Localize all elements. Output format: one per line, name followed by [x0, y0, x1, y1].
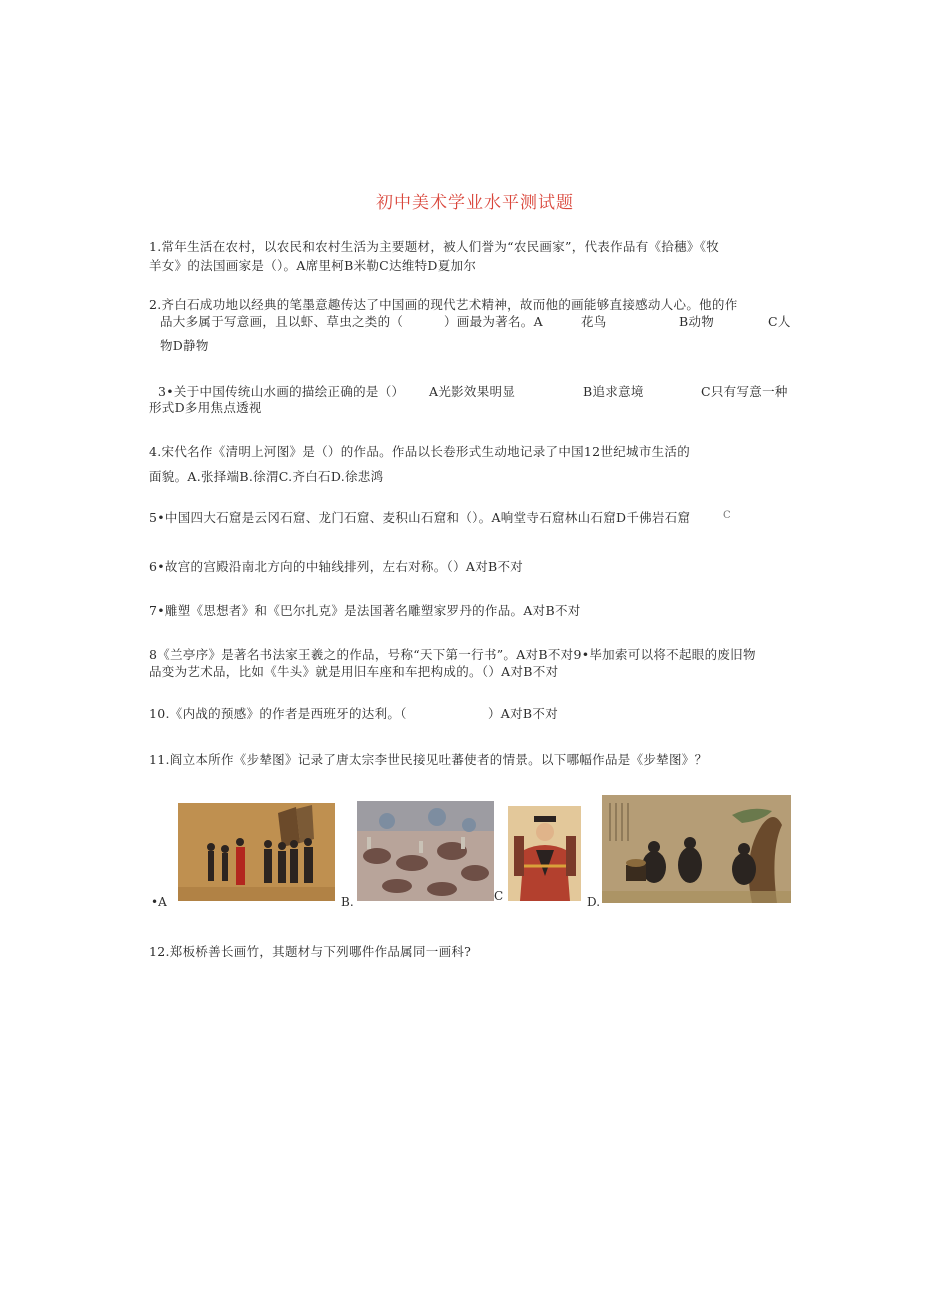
emperor-portrait-image: [508, 806, 581, 901]
q11-option-d-label: D.: [587, 895, 601, 909]
page-title: 初中美术学业水平测试题: [376, 193, 574, 213]
q10-line1b: ）A对B不对: [488, 706, 559, 721]
q11-option-a-label: •A: [151, 895, 167, 909]
q3-line1d: C只有写意一种: [701, 384, 788, 399]
q8-line1: 8《兰亭序》是著名书法家王羲之的作品，号称“天下第一行书”。A对B不对9•毕加索可以将不起眼的废旧物: [149, 647, 756, 662]
mural-image: [357, 801, 494, 901]
q2-line2c: 花鸟: [581, 314, 607, 329]
q2-line1: 2.齐白石成功地以经典的笔墨意趣传达了中国画的现代艺术精神，故而他的画能够直接感动人心。他的作: [149, 297, 738, 312]
q11-option-b-label: B.: [341, 895, 354, 909]
q11-option-b-painting[interactable]: [357, 801, 494, 901]
q1-line2: 羊女》的法国画家是（）。A席里柯B米勒C达维特D夏加尔: [149, 258, 477, 273]
question-6: 6•故宫的宫殿沿南北方向的中轴线排列，左右对称。（）A对B不对: [149, 559, 524, 574]
q2-line3: 物D静物: [160, 338, 209, 353]
q3-line1b: A光影效果明显: [429, 384, 516, 399]
court-painting-image: [178, 803, 335, 901]
q8-line2: 品变为艺术品，比如《牛头》就是用旧车座和车把构成的。（）A对B不对: [149, 664, 559, 679]
q11-option-c-label: C: [494, 889, 504, 903]
question-7: 7•雕塑《思想者》和《巴尔扎克》是法国著名雕塑家罗丹的作品。A对B不对: [149, 603, 581, 618]
q11-option-a-painting[interactable]: [178, 803, 335, 901]
question-12: 12.郑板桥善长画竹，其题材与下列哪件作品属同一画科?: [149, 944, 472, 959]
q5-overlay: C: [723, 510, 731, 521]
q2-line2e: C人: [768, 314, 791, 329]
q3-line1a: 3•关于中国传统山水画的描绘正确的是（）: [158, 384, 405, 399]
q10-line1a: 10.《内战的预感》的作者是西班牙的达利。（: [149, 706, 407, 721]
q4-line1: 4.宋代名作《清明上河图》是（）的作品。作品以长卷形式生动地记录了中国12世纪城市生活的: [149, 444, 691, 459]
q2-line2b: ）画最为著名。A: [444, 314, 543, 329]
q11-option-c-painting[interactable]: [508, 806, 581, 901]
q2-line2a: 品大多属于写意画，且以虾、草虫之类的（: [160, 314, 404, 329]
q1-line1: 1.常年生活在农村，以农民和农村生活为主要题材，被人们誉为“农民画家”，代表作品有《拾穗》《牧: [149, 239, 720, 254]
q11-option-d-painting[interactable]: [602, 795, 791, 903]
q2-line2d: B动物: [679, 314, 715, 329]
q3-line2: 形式D多用焦点透视: [149, 400, 262, 415]
scholars-painting-image: [602, 795, 791, 903]
q4-line2: 面貌。A.张择端B.徐渭C.齐白石D.徐悲鸿: [149, 469, 384, 484]
q5-line1: 5•中国四大石窟是云冈石窟、龙门石窟、麦积山石窟和（）。A响堂寺石窟林山石窟D千佛岩石窟: [149, 510, 691, 525]
q11-line1: 11.阎立本所作《步辇图》记录了唐太宗李世民接见吐蕃使者的情景。以下哪幅作品是《步辇图》？: [149, 752, 708, 767]
q3-line1c: B追求意境: [583, 384, 644, 399]
